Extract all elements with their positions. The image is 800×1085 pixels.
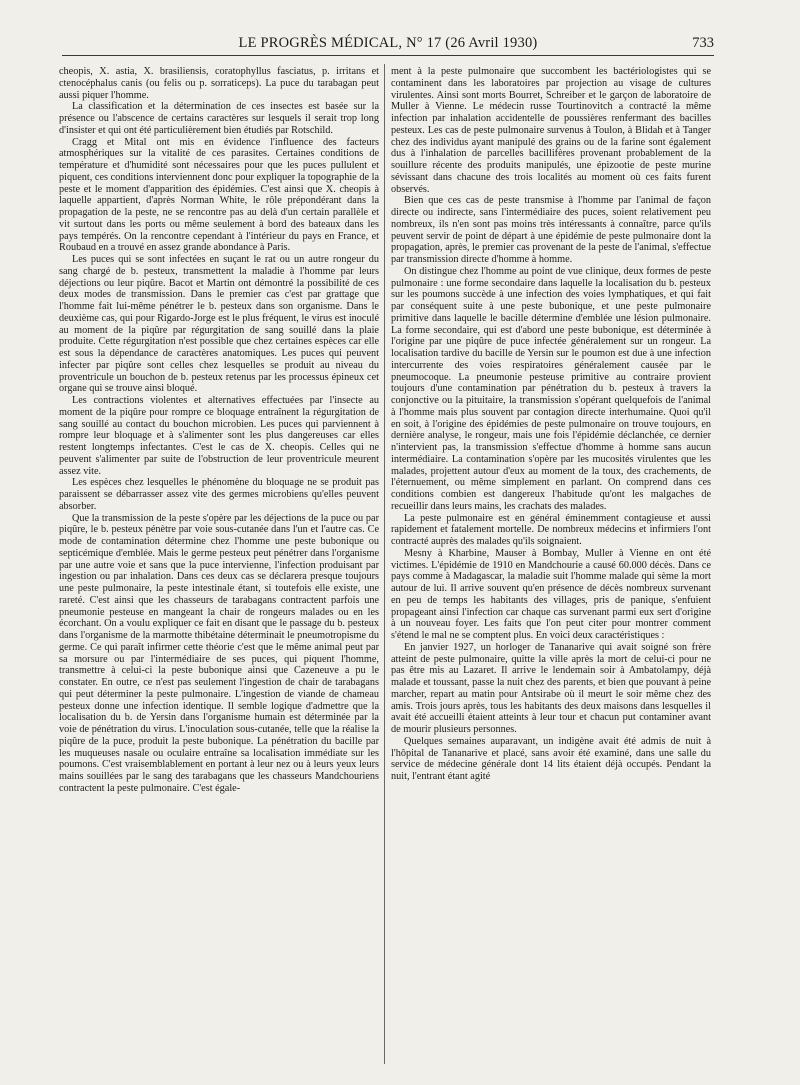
paragraph: On distingue chez l'homme au point de vue clinique, deux formes de peste pulmonaire : une forme secondaire dans laquelle la localisation du b. pesteux sur les poumons succède à une infection des voies lymphatiques, et qui fait par conséquent suite à une peste bubonique, et une peste pulmonaire primitive dans laquelle le bacille détermine d'emblée une lésion pulmonaire. La forme secondaire, qui est d'abord une peste bubonique, est déterminée à l'origine par une piqûre de puce infectée généralement sur un rongeur. La localisation tardive du bacille de Yersin sur le poumon est due à une infection intercurrente des voies respiratoires généralement causée par le pneumocoque. La pneumonie pesteuse primitive au contraire provient toujours d'une contamination par pénétration du b. pesteux à travers la conjonctive ou la pituitaire, la transmission s'opérant quelquefois de l'animal à l'homme mais plus souvent par contagion directe interhumaine. Quoi qu'il en soit, à l'origine des épidémies de peste pulmonaire on trouve toujours, en dernière analyse, le rongeur, mais une fois l'épidémie déclanchée, ce dernier n'intervient pas, la transmission s'effectue d'homme à homme sans aucun intermédiaire. La contamination s'opère par les mucosités virulentes que les malades, projettent autour d'eux au moment de la toux, des crachements, de l'éternuement, ou même simplement en parlant. On comprend dans ces conditions combien est dangereux l'habitude qu'ont les malgaches de recueillir dans leurs mains, les crachats des malades. bbox=[391, 265, 711, 512]
running-header bbox=[62, 33, 714, 56]
paragraph: En janvier 1927, un horloger de Tananarive qui avait soigné son frère atteint de peste pulmonaire, quitte la ville après la mort de celui-ci pour ne pas être mis au Lazaret. Il arrive le lendemain soir à Ambatolampy, déjà malade et toussant, passe la nuit chez des parents, et bien que pouvant à peine marcher, repart au matin pour Antsirabe où il meurt le soir même chez des amis. Trois jours après, tous les habitants des deux maisons dans lesquelles il avait été accueilli étaient atteints à leur tour et chacun put contaminer avant de mourir plusieurs personnes. bbox=[391, 641, 711, 735]
paragraph: Quelques semaines auparavant, un indigène avait été admis de nuit à l'hôpital de Tananarive et placé, sans avoir été examiné, dans une salle du service de médecine générale dont 14 lits étaient déjà occupés. Pendant la nuit, l'entrant étant agité bbox=[391, 735, 711, 782]
journal-title: LE PROGRÈS MÉDICAL, N° 17 (26 Avril 1930) bbox=[238, 35, 538, 51]
paragraph: Les puces qui se sont infectées en suçant le rat ou un autre rongeur du sang chargé de b. pesteux, transmettent la maladie à l'homme par leurs déjections ou leur piqûre. Bacot et Martin ont démontré la possibilité de ces deux modes de transmission. Dans le premier cas c'est par grattage que l'homme fait lui-même pénétrer le b. pesteux dans son organisme. Dans le deuxième cas, qui pour Rigardo-Jorge est le plus fréquent, le virus est inoculé au moment de la piqûre par régurgitation de sang souillé dans la plaie produite. Cette régurgitation n'est possible que chez certaines espèces car elle est sous la dépendance de caractères anatomiques. Les puces qui peuvent infecter par piqûre sont celles chez lesquelles se produit au niveau du proventricule un bouchon de b. pesteux retenus par les processus épineux cet organe qui se trouve ainsi bloqué. bbox=[59, 254, 379, 395]
paragraph: Que la transmission de la peste s'opère par les déjections de la puce ou par piqûre, le b. pesteux pénètre par voie sous-cutanée dans l'un et l'autre cas. Ce mode de contamination détermine chez l'homme une peste bubonique ou septicémique d'emblée. Mais le germe pesteux peut pénétrer dans l'organisme par une autre voie et sans que la puce intervienne, l'infection produisant par ingestion ou par inhalation. Dans ces deux cas se déclarera presque toujours une peste pulmonaire, la peste intestinale étant, si toutefois elle existe, une rareté. C'est ainsi que les chasseurs de tarabagans contractent parfois une pneumonie pesteuse en mangeant la chair de rongeurs malades ou en les écorchant. On a voulu expliquer ce fait en disant que le passage du b. pesteux dans l'organisme de la marmotte thibétaine déterminait le pneumotropisme du germe. Ce qui paraît infirmer cette théorie c'est que le même animal peut par sa morsure ou par l'intermédiaire de ses puces, qui piquent l'homme, transmettre à celui-ci la peste bubonique ainsi que Cazeneuve a pu le constater. En outre, ce n'est pas seulement l'ingestion de chair de tarabagans qui peut déterminer la peste pulmonaire. L'ingestion de viande de chameau pesteux donne une infection identique. Il semble logique d'admettre que la localisation du b. de Yersin dans l'organisme humain est déterminée par la voie de pénétration du virus. L'inoculation sous-cutanée, telle que la réalise la piqûre de la puce, produit la peste bubonique. La pénétration du bacille par les muqueuses nasale ou oculaire entraîne sa localisation immédiate sur les poumons. C'est vraisemblablement en portant à leur nez ou à leurs yeux leurs mains souillées par le sang des tarabagans que les chasseurs Mandchouriens contractent la peste pulmonaire. C'est égale- bbox=[59, 512, 379, 794]
page-number: 733 bbox=[692, 35, 714, 51]
paragraph: cheopis, X. astia, X. brasiliensis, coratophyllus fasciatus, p. irritans et ctenocéphalus canis (ou felis ou p. sorraticeps). La puce du tarabagan peut aussi piquer l'homme. bbox=[59, 66, 379, 101]
paragraph: La classification et la détermination de ces insectes est basée sur la présence ou l'abscence de certains caractères sur lesquels il serait trop long d'insister et qui ont été particulièrement bien étudiés par Rotschild. bbox=[59, 101, 379, 136]
column-divider bbox=[384, 64, 385, 1064]
left-column bbox=[59, 66, 379, 795]
paragraph: Bien que ces cas de peste transmise à l'homme par l'animal de façon directe ou indirecte, sans l'intermédiaire des puces, soient relativement peu nombreux, ils n'en sont pas moins très intéressants à connaître, parce qu'ils peuvent servir de point de départ à une épidémie de peste pulmonaire dont la propagation, après, le premier cas provenant de la peste de l'animal, s'effectue par transmission directe d'homme à homme. bbox=[391, 195, 711, 265]
right-column bbox=[391, 66, 711, 783]
paragraph: Les espèces chez lesquelles le phénomène du bloquage ne se produit pas paraissent se débarrasser assez vite des germes microbiens qu'elles peuvent absorber. bbox=[59, 477, 379, 512]
paragraph: Mesny à Kharbine, Mauser à Bombay, Muller à Vienne en ont été victimes. L'épidémie de 1910 en Mandchourie a causé 60.000 décès. Dans ce pays comme à Madagascar, la maladie suit l'homme malade qui sème la mort autour de lui. Il arrive souvent qu'en présence de décès nombreux survenant en peu de temps les habitants des villages, pris de panique, s'enfuient propageant ainsi l'infection car chaque cas survenant parmi eux sert d'origine à un nouveau foyer. Les faits que l'on peut citer pour montrer comment s'étend le mal ne se comptent plus. En voici deux caractéristiques : bbox=[391, 547, 711, 641]
paragraph: Les contractions violentes et alternatives effectuées par l'insecte au moment de la piqûre pour rompre ce bloquage entraînent la régurgitation de sang souillé au contact du bouchon microbien. Les puces qui parviennent à rompre leur bloquage et à s'alimenter sont les plus dangereuses car elles restent longtemps infectantes. C'est le cas de X. cheopis. Celles qui ne peuvent s'alimenter par suite de l'obstruction de leur proventricule meurent assez vite. bbox=[59, 395, 379, 477]
paragraph: La peste pulmonaire est en général éminemment contagieuse et aussi rapidement et fatalement mortelle. De nombreux médecins et infirmiers l'ont contracté auprès des malades qu'ils soignaient. bbox=[391, 512, 711, 547]
paragraph: Cragg et Mital ont mis en évidence l'influence des facteurs atmosphériques sur la vitalité de ces parasites. Certaines conditions de température et d'humidité sont nécessaires pour que les puces pullulent et piquent, ces conditions interviennent donc pour expliquer la topographie de la peste et le moment d'apparition des épidémies. C'est ainsi que X. cheopis à laquelle appartient, d'après Norman White, le rôle prépondérant dans la propagation de la peste, ne se rencontre pas au delà d'un certain parallèle et vit surtout dans les ports ou même seulement à bord des bateaux dans les pays tempérés. On la rencontre cependant à l'intérieur du pays en France, et Roubaud en a trouvé en assez grande abondance à Paris. bbox=[59, 136, 379, 254]
paragraph: ment à la peste pulmonaire que succombent les bactériologistes qui se contaminent dans les laboratoires par projection au visage de cultures virulentes. Ainsi sont morts Bourret, Schreiber et le garçon de laboratoire de Muller à Vienne. Le médecin russe Tourtinovitch a contracté la même infection par inhalation accidentelle de poussières renfermant des bacilles pesteux. Les cas de peste pulmonaire survenus à Toulon, à Blidah et à Tanger chez des individus ayant manipulé des grains ou de la farine sont également dus à l'inhalation de parcelles bacillifères provenant probablement de la souillure récente des produits manipulés, une épizootie de peste murine sévissant dans chacune des trois localités au moment où ces faits furent observés. bbox=[391, 66, 711, 195]
